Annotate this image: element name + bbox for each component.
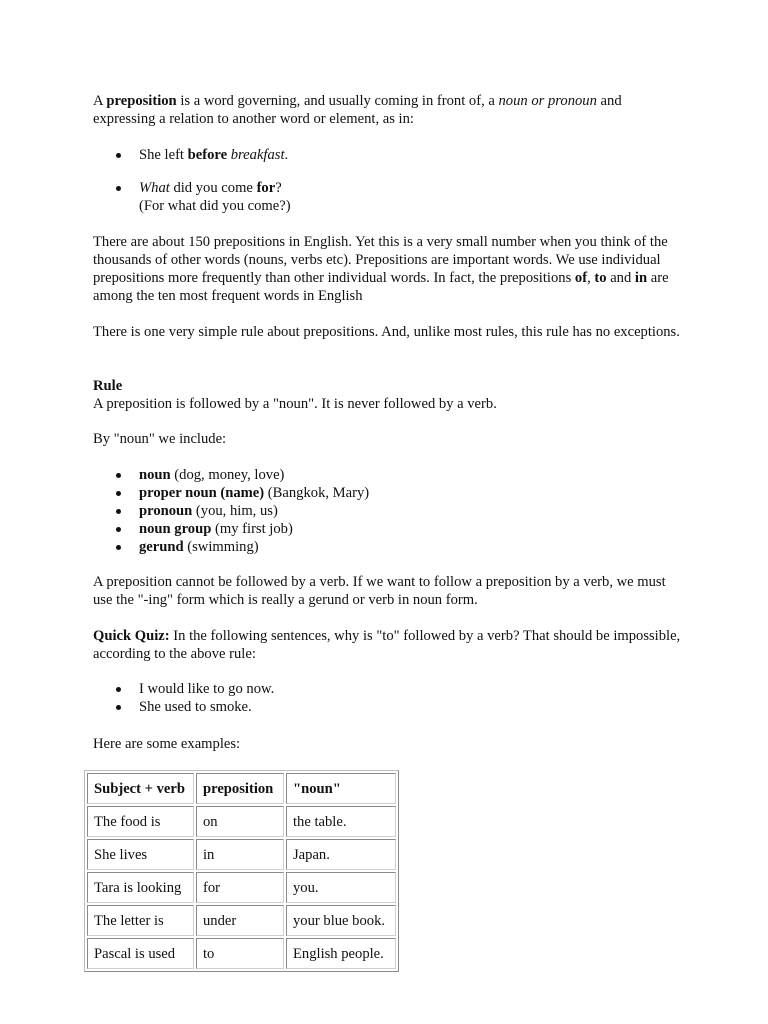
list-item: noun (dog, money, love)	[93, 466, 683, 484]
table-cell: under	[196, 905, 284, 936]
table-header-cell: Subject + verb	[87, 773, 194, 804]
term-noun-or-pronoun: noun or pronoun	[498, 93, 597, 109]
examples-table	[84, 770, 399, 972]
table-cell: to	[196, 938, 284, 969]
table-cell: you.	[286, 872, 396, 903]
table-cell: The food is	[87, 806, 194, 837]
table-row	[87, 839, 396, 870]
table-header-row	[87, 773, 396, 804]
table-cell: Japan.	[286, 839, 396, 870]
list-item: She left before breakfast.	[93, 146, 683, 164]
list-item: pronoun (you, him, us)	[93, 502, 683, 520]
list-item: gerund (swimming)	[93, 538, 683, 556]
ing-form-paragraph: A preposition cannot be followed by a verb. If we want to follow a preposition by a verb, we must use the "-ing" form which is really a gerund or verb in noun form.	[93, 574, 666, 608]
table-cell: Pascal is used	[87, 938, 194, 969]
table-cell: English people.	[286, 938, 396, 969]
rule-section	[93, 377, 683, 413]
table-row	[87, 806, 396, 837]
quiz-sentences-list	[93, 680, 683, 716]
rule-text: A preposition is followed by a "noun". It is never followed by a verb.	[93, 396, 497, 412]
list-item: noun group (my first job)	[93, 520, 683, 538]
simple-rule-paragraph: There is one very simple rule about prepositions. And, unlike most rules, this rule has no exceptions.	[93, 324, 680, 340]
examples-intro: Here are some examples:	[93, 736, 241, 752]
list-item: What did you come for? (For what did you come?)	[93, 179, 683, 215]
term-preposition: preposition	[106, 93, 177, 109]
rule-heading: Rule	[93, 378, 123, 394]
table-row	[87, 872, 396, 903]
noun-intro: By "noun" we include:	[93, 431, 227, 447]
intro-examples-list-2	[93, 179, 683, 215]
table-header-cell: preposition	[196, 773, 284, 804]
table-header-cell: "noun"	[286, 773, 396, 804]
quick-quiz: Quick Quiz: In the following sentences, why is "to" followed by a verb? That should be impossible, according to the above rule:	[93, 628, 681, 662]
table-cell: in	[196, 839, 284, 870]
noun-types-list	[93, 466, 683, 556]
intro-examples-list	[93, 146, 683, 164]
table-cell: for	[196, 872, 284, 903]
table-cell: on	[196, 806, 284, 837]
table-cell: The letter is	[87, 905, 194, 936]
table-row	[87, 905, 396, 936]
list-item: proper noun (name) (Bangkok, Mary)	[93, 484, 683, 502]
list-item: She used to smoke.	[93, 698, 683, 716]
example-paraphrase: (For what did you come?)	[139, 198, 291, 214]
table-cell: your blue book.	[286, 905, 396, 936]
quick-quiz-label: Quick Quiz:	[93, 628, 170, 644]
table-row	[87, 938, 396, 969]
table-cell: Tara is looking	[87, 872, 194, 903]
frequency-paragraph: There are about 150 prepositions in English. Yet this is a very small number when you think of the thousands of other words (nouns, verbs etc). Prepositions are important words. We use individual prepositions more frequently than other individual words. In fact, the prepositions of, to and in are among the ten most frequent words in English	[93, 234, 669, 304]
list-item: I would like to go now.	[93, 680, 683, 698]
table-cell: She lives	[87, 839, 194, 870]
intro-paragraph: A preposition is a word governing, and usually coming in front of, a noun or pronoun and expressing a relation to another word or element, as in:	[93, 93, 622, 127]
table-cell: the table.	[286, 806, 396, 837]
